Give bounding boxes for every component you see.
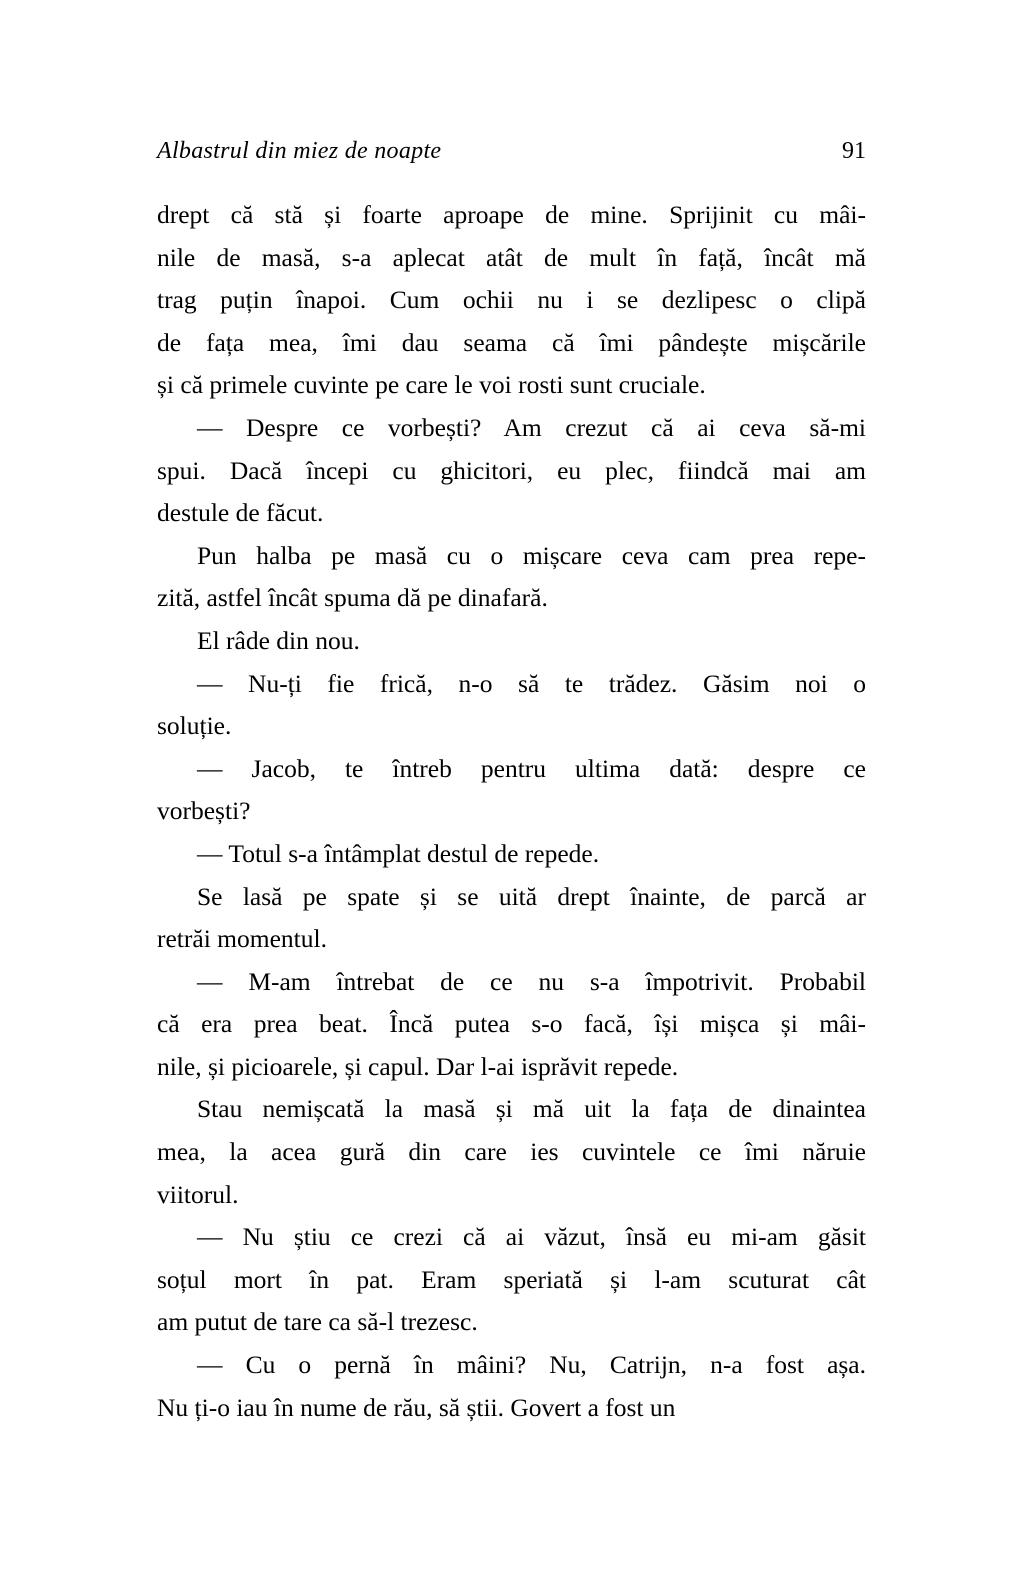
running-title: Albastrul din miez de noapte bbox=[157, 138, 442, 164]
paragraph bbox=[157, 620, 866, 663]
text-line: vorbești? bbox=[157, 796, 251, 826]
text-line: Pun halba pe masă cu o mișcare ceva cam prea repe- bbox=[197, 540, 866, 570]
page-body bbox=[157, 194, 866, 1429]
text-line: mea, la acea gură din care ies cuvintele ce îmi năruie bbox=[157, 1137, 866, 1167]
text-line: și că primele cuvinte pe care le voi rosti sunt cruciale. bbox=[157, 370, 706, 400]
text-line: — Totul s-a întâmplat destul de repede. bbox=[197, 838, 600, 868]
paragraph bbox=[157, 748, 866, 833]
paragraph bbox=[157, 194, 866, 407]
text-line: că era prea beat. Încă putea s-o facă, își mișca și mâi- bbox=[157, 1009, 866, 1039]
text-line: — Nu-ți fie frică, n-o să te trădez. Găsim noi o bbox=[197, 668, 866, 698]
text-line: Stau nemișcată la masă și mă uit la fața de dinaintea bbox=[197, 1094, 866, 1124]
text-line: El râde din nou. bbox=[197, 625, 360, 655]
paragraph bbox=[157, 833, 866, 876]
text-line: — Jacob, te întreb pentru ultima dată: despre ce bbox=[197, 753, 866, 783]
text-line: soluție. bbox=[157, 711, 232, 741]
text-line: trag puțin înapoi. Cum ochii nu i se dezlipesc o clipă bbox=[157, 285, 866, 315]
text-line: retrăi momentul. bbox=[157, 924, 327, 954]
text-line: — Cu o pernă în mâini? Nu, Catrijn, n-a fost așa. bbox=[197, 1350, 866, 1380]
text-line: zită, astfel încât spuma dă pe dinafară. bbox=[157, 583, 548, 613]
text-line: nile, și picioarele, și capul. Dar l-ai isprăvit repede. bbox=[157, 1051, 679, 1081]
text-line: nile de masă, s-a aplecat atât de mult în față, încât mă bbox=[157, 242, 866, 272]
text-line: spui. Dacă începi cu ghicitori, eu plec, fiindcă mai am bbox=[157, 455, 866, 485]
text-line: Nu ți-o iau în nume de rău, să știi. Govert a fost un bbox=[157, 1392, 676, 1422]
paragraph bbox=[157, 876, 866, 961]
text-line: — Despre ce vorbești? Am crezut că ai ceva să-mi bbox=[197, 412, 866, 442]
paragraph bbox=[157, 961, 866, 1089]
text-line: drept că stă și foarte aproape de mine. Sprijinit cu mâi- bbox=[157, 200, 866, 229]
text-line: — Nu știu ce crezi că ai văzut, însă eu mi-am găsit bbox=[197, 1222, 866, 1252]
text-line: Se lasă pe spate și se uită drept înainte, de parcă ar bbox=[197, 881, 866, 911]
paragraph bbox=[157, 1344, 866, 1429]
paragraph bbox=[157, 1088, 866, 1216]
paragraph bbox=[157, 407, 866, 535]
text-line: am putut de tare ca să-l trezesc. bbox=[157, 1307, 478, 1337]
page-number: 91 bbox=[842, 138, 866, 164]
text-line: soțul mort în pat. Eram speriată și l-am scuturat cât bbox=[157, 1264, 866, 1294]
text-line: de fața mea, îmi dau seama că îmi pândește mișcările bbox=[157, 327, 866, 357]
text-line: — M-am întrebat de ce nu s-a împotrivit. Probabil bbox=[197, 966, 866, 996]
paragraph bbox=[157, 1216, 866, 1344]
page-header bbox=[157, 137, 866, 165]
text-line: viitorul. bbox=[157, 1179, 239, 1209]
paragraph bbox=[157, 663, 866, 748]
text-line: destule de făcut. bbox=[157, 498, 324, 528]
paragraph bbox=[157, 535, 866, 620]
